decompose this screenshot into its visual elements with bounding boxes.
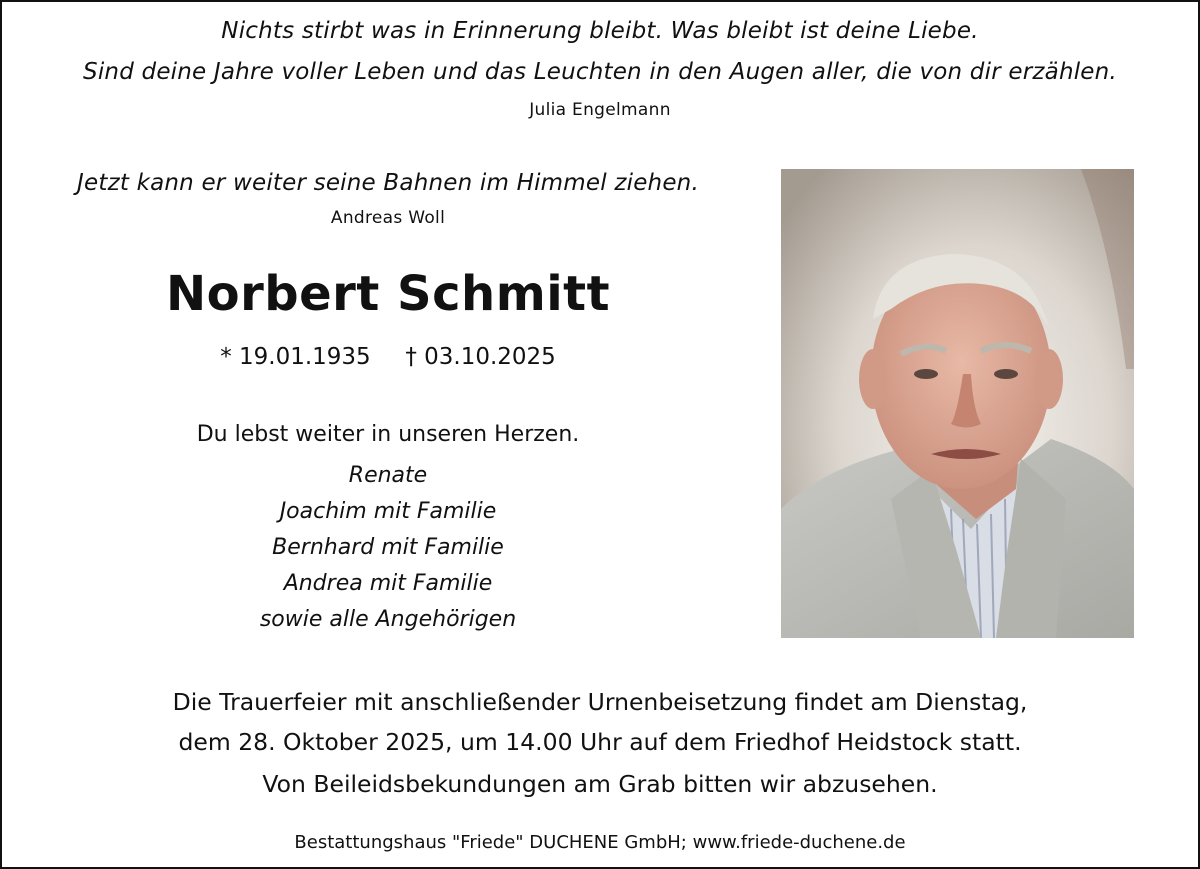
deceased-name: Norbert Schmitt [165, 266, 611, 322]
life-dates [0, 344, 776, 370]
condolence-note: Von Beileidsbekundungen am Grab bitten wir abzusehen. [262, 770, 938, 798]
mourner: Bernhard mit Familie [272, 535, 504, 560]
quote-author-2: Andreas Woll [330, 208, 446, 228]
mourner: Andrea mit Familie [283, 571, 493, 596]
portrait-photo [781, 169, 1134, 638]
birth-date: * 19.01.1935 [220, 344, 371, 370]
funeral-line-2: dem 28. Oktober 2025, um 14.00 Uhr auf dem Friedhof Heidstock statt. [178, 728, 1022, 756]
tribute-text: Du lebst weiter in unseren Herzen. [196, 422, 580, 447]
funeral-home-footer: Bestattungshaus "Friede" DUCHENE GmbH; www.friede-duchene.de [294, 832, 906, 853]
mourner: Renate [348, 463, 428, 488]
death-date: † 03.10.2025 [405, 344, 556, 370]
quote-author-1: Julia Engelmann [529, 100, 671, 120]
quote-line-1: Nichts stirbt was in Erinnerung bleibt. Was bleibt ist deine Liebe. [221, 18, 979, 44]
funeral-line-1: Die Trauerfeier mit anschließender Urnenbeisetzung findet am Dienstag, [172, 688, 1028, 716]
mourners-list [0, 458, 776, 638]
quote-line-2: Sind deine Jahre voller Leben und das Leuchten in den Augen aller, die von dir erzählen. [83, 59, 1117, 85]
mourner: sowie alle Angehörigen [259, 607, 517, 632]
mourner: Joachim mit Familie [279, 499, 497, 524]
quote-2-text: Jetzt kann er weiter seine Bahnen im Himmel ziehen. [77, 170, 699, 196]
